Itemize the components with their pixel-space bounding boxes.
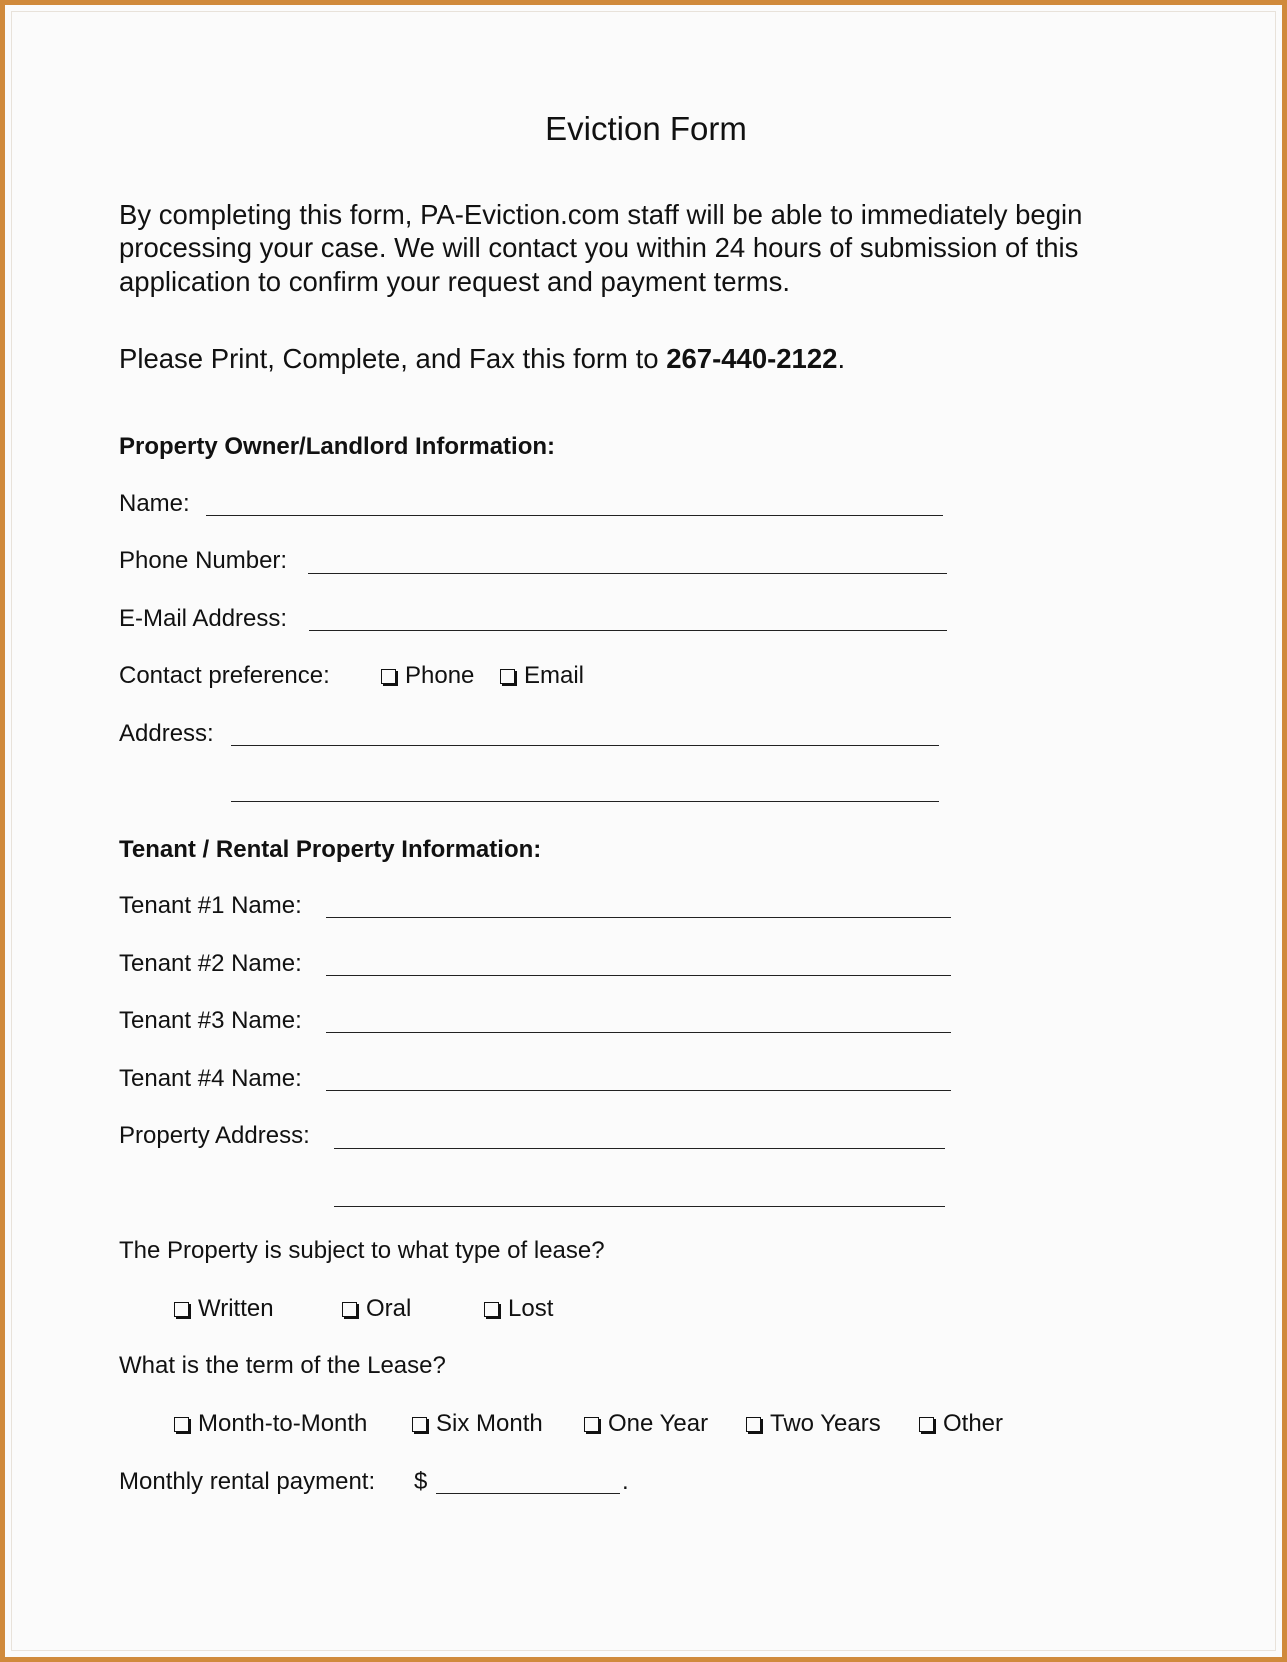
currency-symbol: $ (414, 1468, 428, 1495)
checkbox-icon[interactable] (584, 1417, 599, 1432)
contact-option-phone-label: Phone (405, 662, 475, 689)
lease-type-oral-label: Oral (366, 1295, 412, 1322)
lease-term-six-month-label: Six Month (436, 1410, 543, 1437)
contact-option-email-label: Email (524, 662, 585, 689)
property-address-label: Property Address: (119, 1122, 310, 1149)
monthly-rent-suffix: . (622, 1468, 629, 1495)
contact-option-phone[interactable] (381, 662, 474, 690)
lease-type-written-label: Written (198, 1295, 274, 1322)
lease-term-two-years[interactable] (746, 1410, 881, 1438)
monthly-rent-label: Monthly rental payment: (119, 1468, 376, 1495)
owner-address-label: Address: (119, 720, 214, 747)
lease-term-one-year-label: One Year (608, 1410, 709, 1437)
owner-name-line[interactable] (206, 515, 943, 516)
checkbox-icon[interactable] (412, 1417, 427, 1432)
tenant-section-heading: Tenant / Rental Property Information: (119, 836, 542, 863)
checkbox-icon[interactable] (746, 1417, 761, 1432)
form-title: Eviction Form (545, 110, 747, 147)
property-address-line-2[interactable] (334, 1206, 945, 1207)
lease-type-question: The Property is subject to what type of lease? (119, 1237, 605, 1264)
lease-type-lost-label: Lost (508, 1295, 554, 1322)
fax-prefix: Please Print, Complete, and Fax this form to (119, 343, 667, 374)
tenant4-label: Tenant #4 Name: (119, 1065, 302, 1092)
fax-suffix: . (837, 343, 846, 374)
checkbox-icon[interactable] (500, 669, 515, 684)
lease-term-month-to-month[interactable] (174, 1410, 367, 1438)
lease-term-six-month[interactable] (412, 1410, 543, 1438)
monthly-rent-line[interactable] (436, 1493, 620, 1494)
checkbox-icon[interactable] (484, 1302, 499, 1317)
contact-preference-label: Contact preference: (119, 662, 330, 689)
owner-email-label: E-Mail Address: (119, 605, 288, 632)
checkbox-icon[interactable] (381, 669, 396, 684)
owner-phone-label: Phone Number: (119, 547, 288, 574)
tenant2-label: Tenant #2 Name: (119, 950, 302, 977)
checkbox-icon[interactable] (174, 1417, 189, 1432)
tenant1-label: Tenant #1 Name: (119, 892, 302, 919)
tenant3-line[interactable] (326, 1032, 951, 1033)
lease-term-one-year[interactable] (584, 1410, 708, 1438)
intro-line-2: processing your case. We will contact you within 24 hours of submission of this (119, 232, 1079, 263)
checkbox-icon[interactable] (342, 1302, 357, 1317)
lease-term-month-to-month-label: Month-to-Month (198, 1410, 368, 1437)
owner-name-label: Name: (119, 490, 190, 517)
owner-address-line-1[interactable] (231, 745, 939, 746)
intro-line-1: By completing this form, PA-Eviction.com staff will be able to immediately begin (119, 199, 1083, 230)
intro-line-3: application to confirm your request and payment terms. (119, 266, 791, 297)
lease-type-lost[interactable] (484, 1295, 553, 1323)
property-address-line-1[interactable] (334, 1148, 945, 1149)
checkbox-icon[interactable] (919, 1417, 934, 1432)
checkbox-icon[interactable] (174, 1302, 189, 1317)
contact-option-email[interactable] (500, 662, 584, 690)
owner-email-line[interactable] (309, 630, 947, 631)
tenant4-line[interactable] (326, 1090, 951, 1091)
owner-section-heading: Property Owner/Landlord Information: (119, 433, 556, 460)
tenant3-label: Tenant #3 Name: (119, 1007, 302, 1034)
lease-type-written[interactable] (174, 1295, 274, 1323)
owner-address-line-2[interactable] (231, 801, 939, 802)
fax-instruction (119, 342, 845, 376)
owner-phone-line[interactable] (308, 573, 947, 574)
fax-number: 267-440-2122 (666, 343, 838, 374)
lease-type-oral[interactable] (342, 1295, 411, 1323)
tenant2-line[interactable] (326, 975, 951, 976)
lease-term-other[interactable] (919, 1410, 1003, 1438)
lease-term-question: What is the term of the Lease? (119, 1352, 446, 1379)
tenant1-line[interactable] (326, 917, 951, 918)
lease-term-other-label: Other (943, 1410, 1004, 1437)
lease-term-two-years-label: Two Years (770, 1410, 881, 1437)
